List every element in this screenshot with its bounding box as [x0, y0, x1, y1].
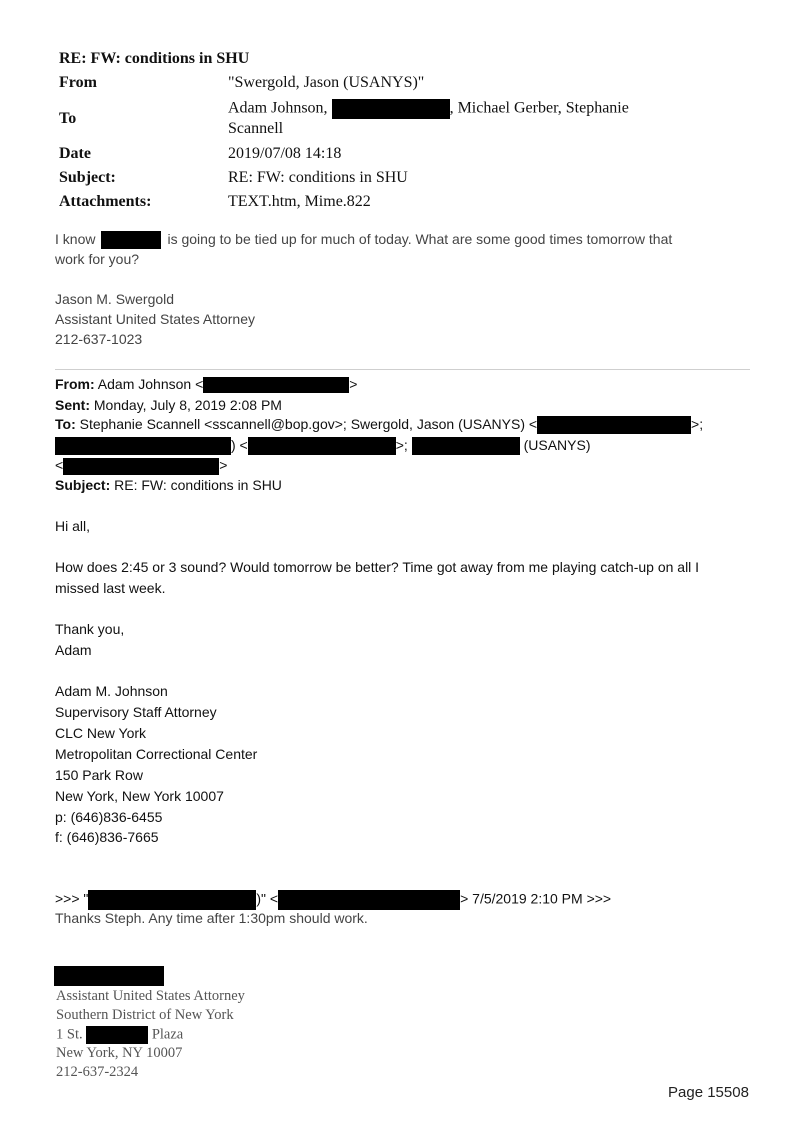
- fwd-to-line-3: [55, 457, 227, 475]
- fwd-to-label: To:: [55, 416, 76, 432]
- fwd-to-end: >;: [691, 416, 704, 432]
- quoted-sig-address: [56, 1026, 183, 1044]
- attachments-label: Attachments:: [59, 193, 152, 210]
- from-label: From: [59, 74, 97, 91]
- fwd-sent-label: Sent:: [55, 397, 90, 413]
- fwd-sig-line: Adam M. Johnson: [55, 683, 168, 699]
- quoted-text: Thanks Steph. Any time after 1:30pm should work.: [55, 910, 368, 926]
- redaction-block: [63, 458, 219, 475]
- redaction-block: [88, 890, 256, 910]
- fwd-to-line2-b: >;: [395, 437, 408, 453]
- reply-sig-title: Assistant United States Attorney: [55, 311, 255, 327]
- quoted-sig-phone: 212-637-2324: [56, 1064, 139, 1080]
- fwd-sig-line: Metropolitan Correctional Center: [55, 746, 258, 762]
- quoted-addr-b: Plaza: [151, 1026, 184, 1043]
- reply-text-a: I know: [55, 231, 96, 247]
- quoted-sig-city: New York, NY 10007: [56, 1045, 183, 1061]
- reply-text-b: is going to be tied up for much of today. What are some good times tomorrow that: [167, 231, 673, 247]
- fwd-sent-value: Monday, July 8, 2019 2:08 PM: [93, 397, 282, 413]
- to-value-line2: Scannell: [228, 120, 284, 137]
- fwd-thanks: Thank you,: [55, 621, 125, 637]
- fwd-greeting: Hi all,: [55, 518, 91, 534]
- fwd-to-line-2: [55, 437, 591, 455]
- page-number: Page 15508: [668, 1084, 749, 1101]
- quoted-sig-office: Southern District of New York: [56, 1007, 234, 1023]
- fwd-from-end: >: [349, 376, 358, 392]
- email-title: RE: FW: conditions in SHU: [59, 50, 250, 67]
- date-label: Date: [59, 145, 91, 162]
- redaction-block: [248, 437, 396, 455]
- fwd-subject-line: [55, 477, 282, 493]
- fwd-sig-line: 150 Park Row: [55, 767, 143, 783]
- redaction-block: [537, 416, 691, 434]
- fwd-body-line-2: missed last week.: [55, 580, 166, 596]
- to-recipient-rest: , Michael Gerber, Stephanie: [449, 99, 629, 117]
- fwd-sig-line: CLC New York: [55, 725, 147, 741]
- reply-line-1: [55, 231, 672, 249]
- fwd-from-value: Adam Johnson <: [97, 376, 204, 392]
- fwd-to-line2-a: ) <: [231, 437, 248, 453]
- fwd-sent-line: [55, 397, 282, 413]
- quoted-addr-a: 1 St.: [56, 1026, 83, 1043]
- fwd-to-line3-b: >: [219, 457, 228, 473]
- fwd-sig-line: New York, New York 10007: [55, 788, 224, 804]
- redaction-block: [55, 437, 231, 455]
- redaction-block: [278, 890, 460, 910]
- date-value: 2019/07/08 14:18: [228, 145, 342, 162]
- quoted-prefix: >>> ": [55, 890, 89, 907]
- subject-label: Subject:: [59, 169, 116, 186]
- redaction-block: [54, 966, 164, 986]
- redaction-block: [86, 1026, 148, 1044]
- reply-sig-phone: 212-637-1023: [55, 331, 143, 347]
- redaction-block: [101, 231, 161, 249]
- redaction-block: [412, 437, 520, 455]
- fwd-body-line-1: How does 2:45 or 3 sound? Would tomorrow be better? Time got away from me playing catch-up on all I: [55, 559, 700, 575]
- to-value-line1: [228, 99, 629, 119]
- to-recipient-1: Adam Johnson,: [228, 99, 328, 117]
- from-value: "Swergold, Jason (USANYS)": [228, 74, 425, 91]
- redaction-block: [332, 99, 450, 119]
- attachments-value: TEXT.htm, Mime.822: [228, 193, 371, 210]
- fwd-subject-label: Subject:: [55, 477, 111, 493]
- fwd-first-name: Adam: [55, 642, 92, 658]
- fwd-from-label: From:: [55, 376, 95, 392]
- fwd-sig-line: f: (646)836-7665: [55, 829, 159, 845]
- message-divider: [55, 369, 750, 370]
- fwd-from-line: [55, 376, 357, 393]
- quoted-mid: )" <: [256, 890, 279, 907]
- redaction-block: [203, 377, 349, 393]
- fwd-sig-line: Supervisory Staff Attorney: [55, 704, 217, 720]
- fwd-to-line-1: [55, 416, 703, 434]
- reply-line-2: work for you?: [55, 251, 140, 267]
- quoted-suffix: > 7/5/2019 2:10 PM >>>: [460, 890, 612, 907]
- reply-sig-name: Jason M. Swergold: [55, 291, 175, 307]
- fwd-sig-line: p: (646)836-6455: [55, 809, 163, 825]
- quoted-sig-title: Assistant United States Attorney: [56, 988, 245, 1004]
- fwd-subject-value: RE: FW: conditions in SHU: [114, 477, 282, 493]
- fwd-to-line2-c: (USANYS): [523, 437, 591, 453]
- quoted-header: [55, 890, 611, 910]
- fwd-to-line3-a: <: [55, 457, 64, 473]
- subject-value: RE: FW: conditions in SHU: [228, 169, 408, 186]
- to-label: To: [59, 110, 77, 127]
- fwd-to-value: Stephanie Scannell <sscannell@bop.gov>; Swergold, Jason (USANYS) <: [79, 416, 538, 432]
